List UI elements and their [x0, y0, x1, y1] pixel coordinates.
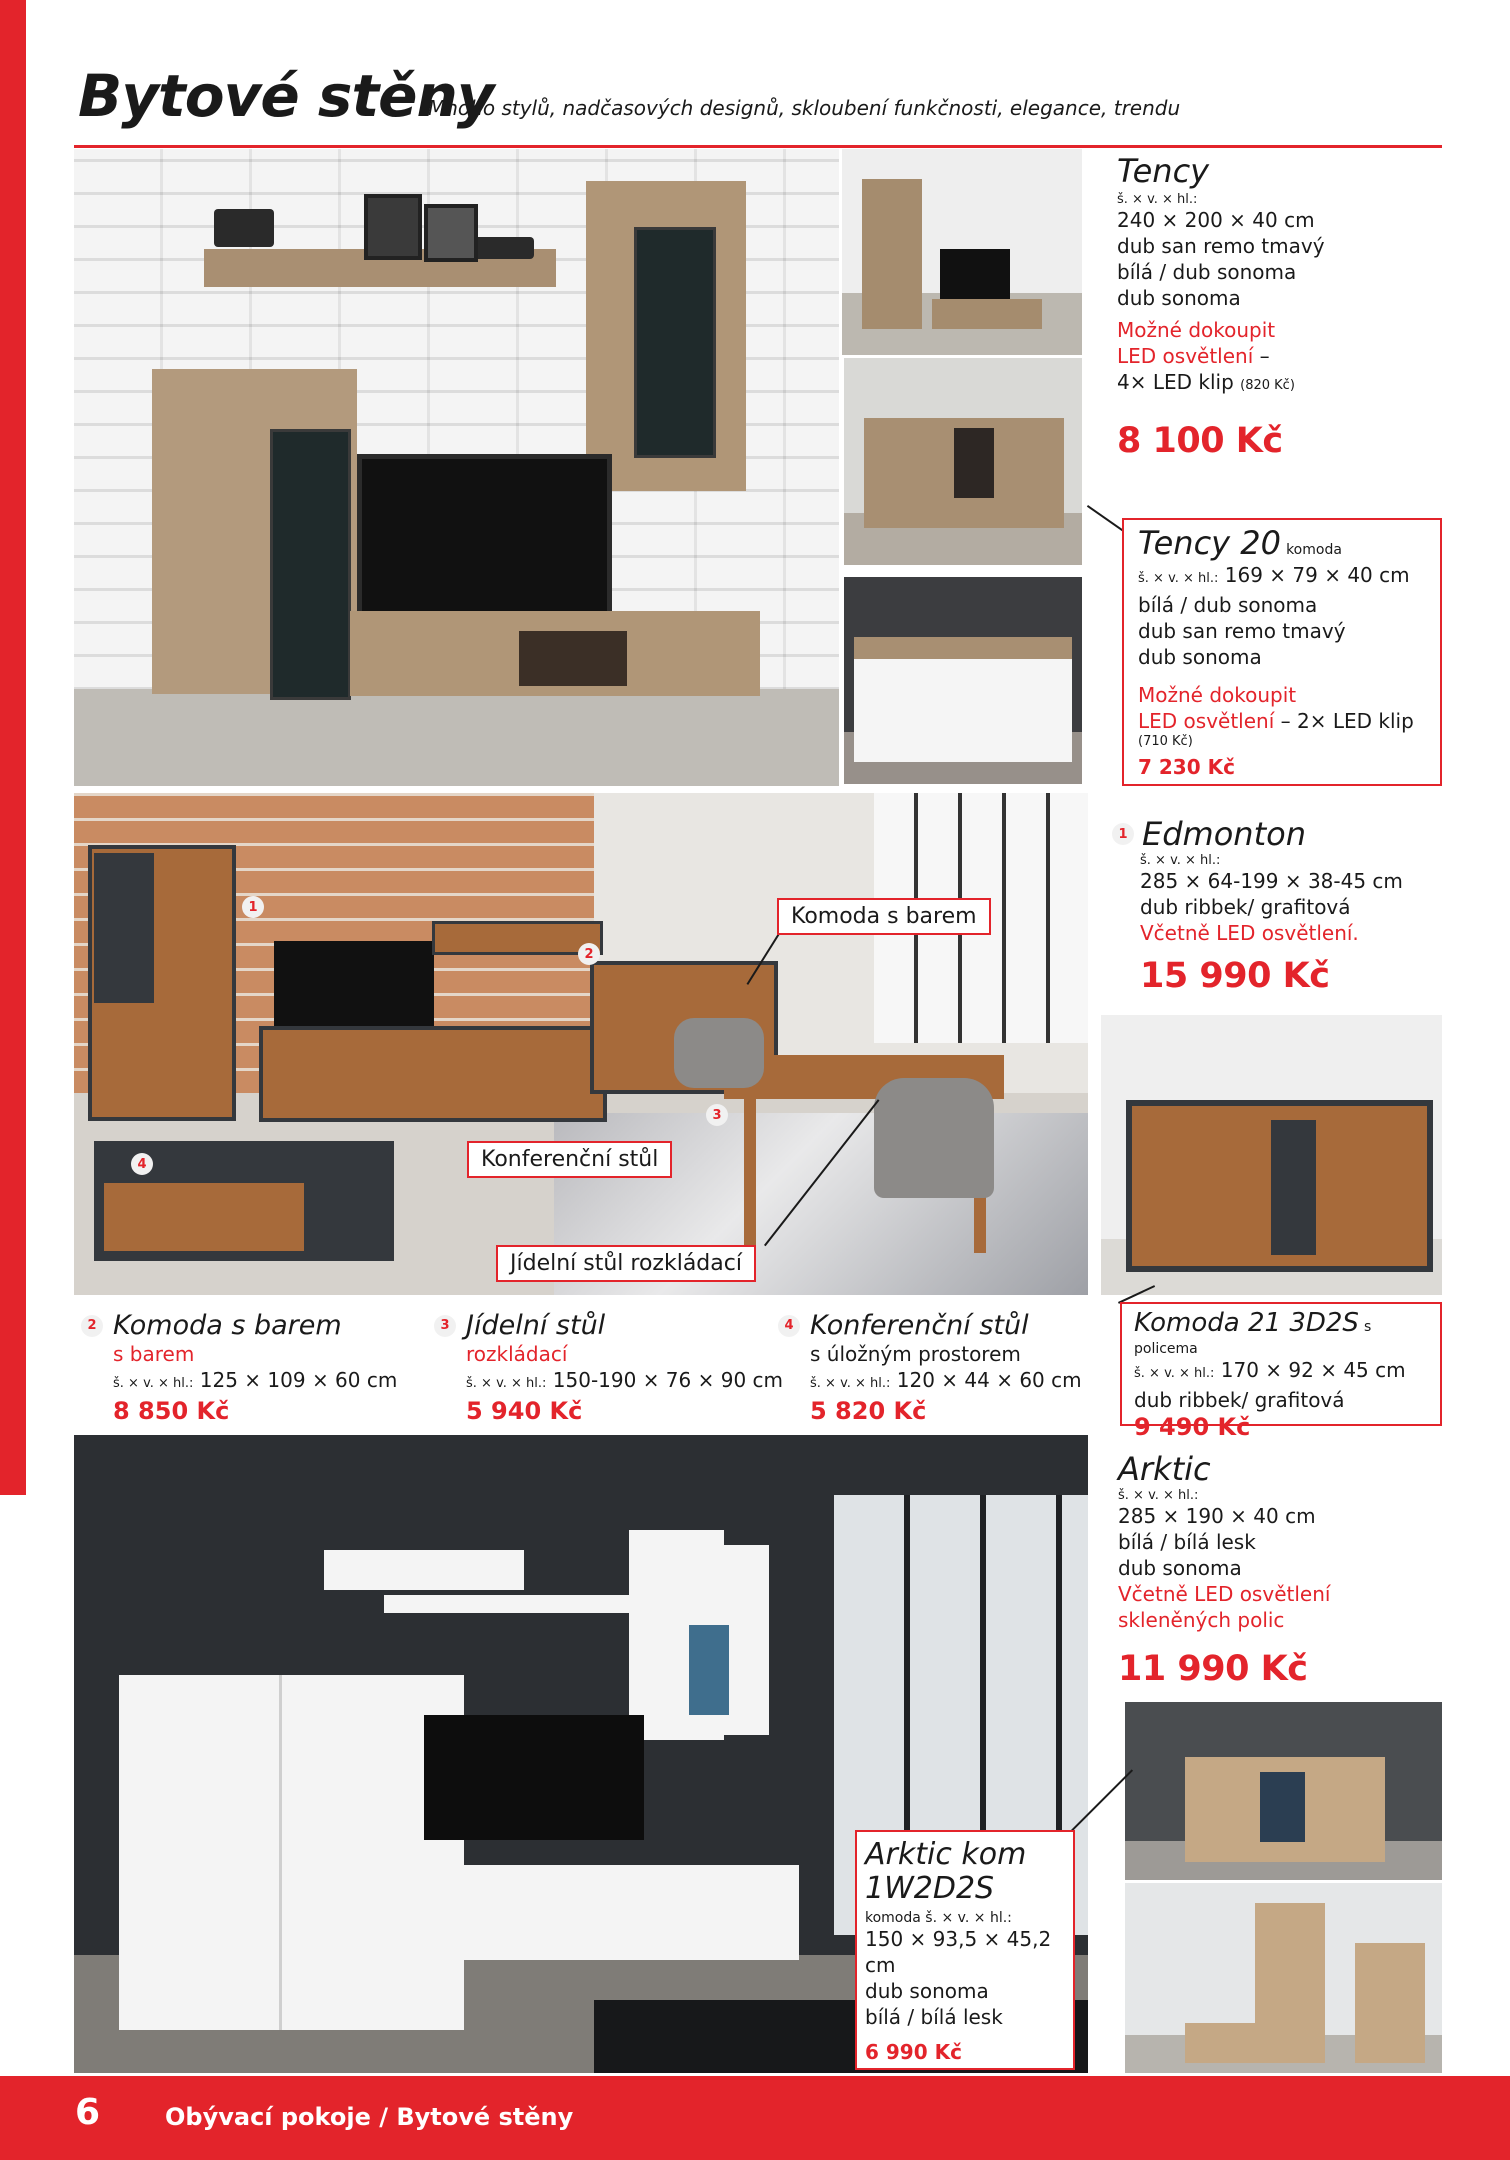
tency-extra-2: LED osvětlení [1117, 344, 1254, 368]
item-jidelni-stul [440, 1310, 786, 1425]
tency-extra-price: (820 Kč) [1240, 378, 1295, 393]
tency20-name: Tency 20 [1138, 524, 1281, 562]
arktic-color-1: bílá / bílá lesk [1118, 1530, 1256, 1554]
edmonton-info [1112, 815, 1442, 996]
item-jidelni-stul-price: 5 940 Kč [466, 1397, 583, 1425]
tency-extra-1: Možné dokoupit [1117, 318, 1276, 342]
item-komoda-s-barem-marker: 2 [81, 1315, 103, 1337]
komoda21-dims-label: š. × v. × hl.: [1134, 1366, 1215, 1381]
arktic-dims-label: š. × v. × hl.: [1118, 1488, 1199, 1503]
arktic-info [1118, 1450, 1442, 1689]
tency20-price: 7 230 Kč [1138, 755, 1235, 779]
komoda21-photo [1101, 1015, 1442, 1295]
tency-room-thumbnail [842, 149, 1082, 355]
footer-page-number: 6 [75, 2092, 101, 2133]
item-jidelni-stul-dims: 150-190 × 76 × 90 cm [552, 1368, 784, 1392]
arktic-color-2: dub sonoma [1118, 1556, 1242, 1580]
footer-section-label: Obývací pokoje / Bytové stěny [165, 2103, 574, 2131]
tency-extra-4: 4× LED klip [1117, 370, 1234, 394]
tency-dims: 240 × 200 × 40 cm [1117, 208, 1315, 232]
arktic-kom-dims-label: komoda š. × v. × hl.: [865, 1910, 1012, 1926]
item-jidelni-stul-name: Jídelní stůl [466, 1310, 606, 1341]
arktic-kom-color-2: bílá / bílá lesk [865, 2005, 1003, 2029]
tency20-info-box [1122, 518, 1442, 786]
edmonton-price: 15 990 Kč [1140, 956, 1330, 996]
komoda-s-barem-tag: Komoda s barem [777, 898, 991, 935]
edmonton-dims-label: š. × v. × hl.: [1140, 853, 1221, 868]
arktic-room-thumbnail [1125, 1883, 1442, 2073]
edmonton-extra: Včetně LED osvětlení. [1140, 921, 1359, 945]
item-komoda-s-barem-name: Komoda s barem [113, 1310, 342, 1341]
item-komoda-s-barem-price: 8 850 Kč [113, 1397, 230, 1425]
arktic-price: 11 990 Kč [1118, 1649, 1308, 1689]
item-komoda-s-barem [87, 1310, 413, 1425]
komoda21-suffix: s policema [1134, 1319, 1372, 1357]
arktic-extra-1: Včetně LED osvětlení [1118, 1582, 1331, 1606]
tency-color-3: dub sonoma [1117, 286, 1241, 310]
edmonton-name: Edmonton [1142, 815, 1306, 853]
item-konferencni-stul-dims-label: š. × v. × hl.: [810, 1376, 891, 1391]
arktic-kom-color-1: dub sonoma [865, 1979, 989, 2003]
arktic-dims: 285 × 190 × 40 cm [1118, 1504, 1316, 1528]
page-subtitle: Mnoho stylů, nadčasových designů, skloubení funkčnosti, elegance, trendu [428, 96, 1181, 120]
tency20-dims-label: š. × v. × hl.: [1138, 571, 1219, 586]
page-title: Bytové stěny [78, 62, 494, 130]
tency20-suffix: komoda [1286, 542, 1342, 558]
arktic-kom-info-box [855, 1830, 1075, 2070]
edmonton-marker: 1 [1112, 823, 1134, 845]
tency-sideboard-photo [844, 358, 1082, 565]
konferencni-stul-tag: Konferenční stůl [467, 1141, 672, 1178]
scene-marker-3: 3 [706, 1104, 728, 1126]
item-komoda-s-barem-sub: s barem [113, 1342, 195, 1366]
tency20-color-3: dub sonoma [1138, 645, 1262, 669]
item-jidelni-stul-dims-label: š. × v. × hl.: [466, 1376, 547, 1391]
komoda21-info-box [1120, 1302, 1442, 1441]
edmonton-colors: dub ribbek/ grafitová [1140, 895, 1351, 919]
item-konferencni-stul-marker: 4 [778, 1315, 800, 1337]
tency-color-1: dub san remo tmavý [1117, 234, 1325, 258]
tency20-color-1: bílá / dub sonoma [1138, 593, 1318, 617]
item-konferencni-stul-sub: s úložným prostorem [810, 1342, 1021, 1366]
tency-wall-unit-photo [74, 149, 839, 786]
arktic-extra-2: skleněných polic [1118, 1608, 1285, 1632]
item-konferencni-stul-name: Konferenční stůl [810, 1310, 1029, 1341]
arktic-kom-name-2: 1W2D2S [865, 1871, 995, 1906]
arktic-kom-name-1: Arktic kom [865, 1837, 1027, 1872]
left-accent-bar [0, 0, 26, 1495]
arktic-kom-dims: 150 × 93,5 × 45,2 cm [865, 1927, 1052, 1977]
item-konferencni-stul-dims: 120 × 44 × 60 cm [896, 1368, 1082, 1392]
tency-name: Tency [1117, 152, 1210, 190]
komoda21-colors: dub ribbek/ grafitová [1134, 1388, 1345, 1412]
jidelni-stul-tag: Jídelní stůl rozkládací [496, 1245, 756, 1282]
komoda21-name: Komoda 21 3D2S [1134, 1308, 1359, 1338]
tency-extra-3: – [1253, 344, 1270, 368]
edmonton-dims: 285 × 64-199 × 38-45 cm [1140, 869, 1403, 893]
scene-marker-4: 4 [131, 1153, 153, 1175]
edmonton-living-room-photo [74, 793, 1088, 1295]
tency20-extra-1: Možné dokoupit [1138, 683, 1297, 707]
tency20-white-sideboard-photo [844, 577, 1082, 784]
scene-marker-1: 1 [242, 896, 264, 918]
item-jidelni-stul-sub: rozkládací [466, 1342, 568, 1366]
item-konferencni-stul [784, 1310, 1110, 1425]
item-komoda-s-barem-dims: 125 × 109 × 60 cm [199, 1368, 398, 1392]
arktic-kom-price: 6 990 Kč [865, 2040, 962, 2064]
tency20-extra-2: LED osvětlení [1138, 709, 1275, 733]
tency20-dims: 169 × 79 × 40 cm [1224, 563, 1410, 587]
tency20-color-2: dub san remo tmavý [1138, 619, 1346, 643]
tency-dims-label: š. × v. × hl.: [1117, 192, 1198, 207]
tency20-extra-3: – 2× LED klip [1274, 709, 1414, 733]
item-komoda-s-barem-dims-label: š. × v. × hl.: [113, 1376, 194, 1391]
tency-price: 8 100 Kč [1117, 421, 1283, 461]
arktic-kom-photo [1125, 1702, 1442, 1880]
komoda21-price: 9 490 Kč [1134, 1413, 1251, 1441]
komoda21-dims: 170 × 92 × 45 cm [1220, 1358, 1406, 1382]
scene-marker-2: 2 [578, 943, 600, 965]
tency20-extra-price: (710 Kč) [1138, 734, 1193, 749]
arktic-name: Arktic [1118, 1450, 1211, 1488]
header-rule [74, 145, 1442, 148]
item-konferencni-stul-price: 5 820 Kč [810, 1397, 927, 1425]
item-jidelni-stul-marker: 3 [434, 1315, 456, 1337]
tency-color-2: bílá / dub sonoma [1117, 260, 1297, 284]
tency-info [1117, 152, 1437, 461]
